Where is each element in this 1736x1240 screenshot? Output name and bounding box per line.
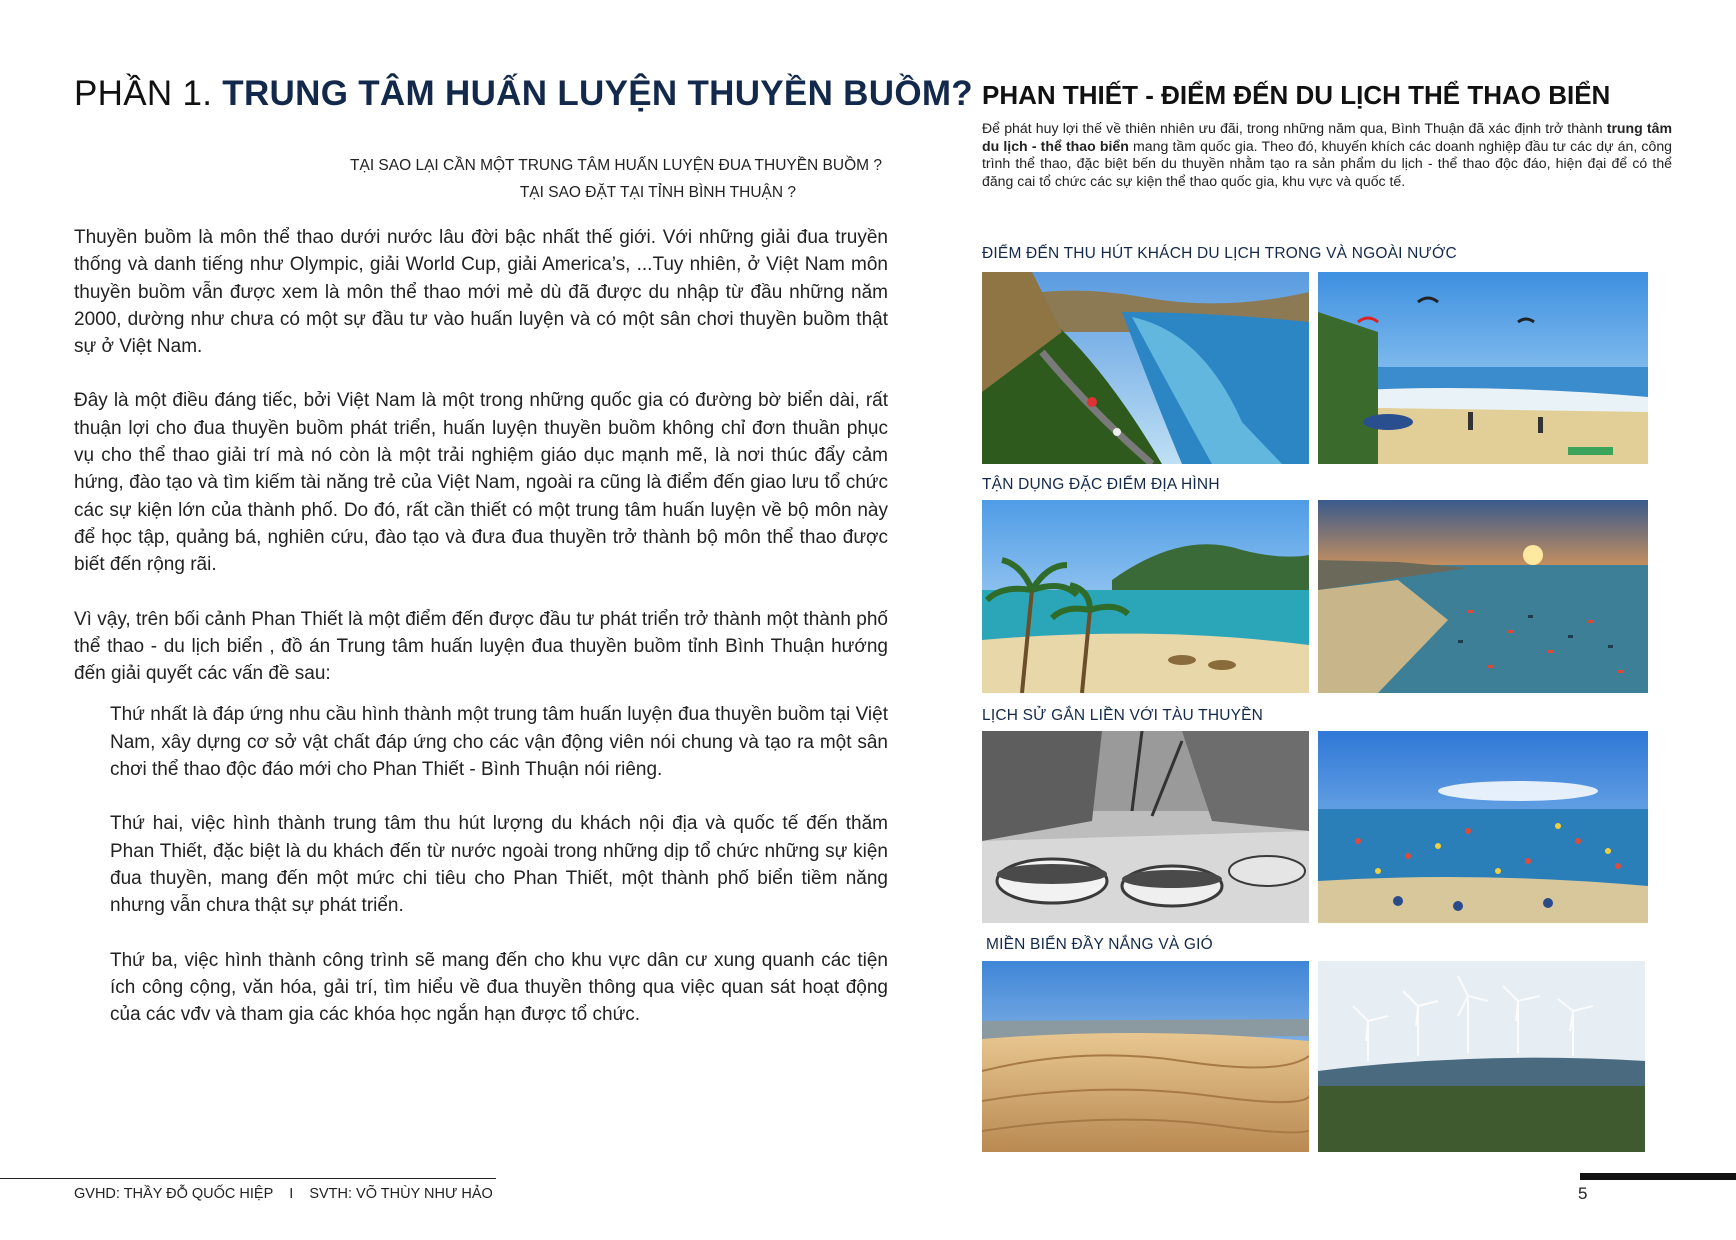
right-intro bbox=[982, 120, 1672, 190]
fishing-boats-bay-image bbox=[1318, 731, 1648, 923]
sand-dunes-image bbox=[982, 961, 1309, 1152]
question-2: TẠI SAO ĐẶT TẠI TỈNH BÌNH THUẬN ? bbox=[519, 184, 796, 201]
footer-svth: SVTH: VÕ THÙY NHƯ HẢO bbox=[309, 1186, 493, 1202]
footer-rule bbox=[0, 1178, 496, 1179]
footer-credits bbox=[74, 1186, 493, 1202]
question-1: TẠI SAO LẠI CẦN MỘT TRUNG TÂM HUẤN LUYỆN ĐUA THUYỀN BUỒM ? bbox=[350, 157, 882, 174]
title-main: TRUNG TÂM HUẤN LUYỆN THUYỀN BUỒM? bbox=[222, 74, 973, 113]
right-title-rest: - ĐIỂM ĐẾN DU LỊCH THỂ THAO BIỂN bbox=[1138, 80, 1611, 110]
paragraph-2: Đây là một điều đáng tiếc, bởi Việt Nam là một trong những quốc gia có đường bờ biển dài, rất thuận lợi cho đua thuyền buồm phát triển, huấn luyện thuyền buồm không chỉ đơn thuần phục vụ cho thể thao giải trí mà nó còn là một trải nghiệm giáo dục mạnh mẽ, là nơi thúc đẩy cảm hứng, đào tạo và tìm kiếm tài năng trẻ của Việt Nam, ngoài ra cũng là điểm đến giao lưu tổ chức các sự kiện lớn của thành phố. Do đó, rất cần thiết có một trung tâm huấn luyện về bộ môn này để học tập, quảng bá, nghiên cứu, đào tạo và đưa đua thuyền trở thành bộ môn thể thao được biết đến rộng rãi. bbox=[74, 390, 888, 576]
point-1: Thứ nhất là đáp ứng nhu cầu hình thành một trung tâm huấn luyện đua thuyền buồm tại Việt Nam, xây dựng cơ sở vật chất đáp ứng cho các vận động viên nói chung và tạo ra một sân chơi thể thao độc đáo mới cho Phan Thiết - Bình Thuận nói riêng. bbox=[110, 704, 888, 781]
footer-gvhd: GVHD: THẦY ĐỖ QUỐC HIỆP bbox=[74, 1186, 274, 1202]
right-title-bold: PHAN THIẾT bbox=[982, 80, 1138, 110]
palm-beach-image bbox=[982, 500, 1309, 693]
title-prefix: PHẦN 1. bbox=[74, 74, 213, 113]
page-title bbox=[74, 70, 973, 118]
paragraph-3: Vì vậy, trên bối cảnh Phan Thiết là một điểm đến được đầu tư phát triển trở thành một thành phố thể thao - du lịch biển , đồ án Trung tâm huấn luyện đua thuyền buồm tỉnh Bình Thuận hướng đến giải quyết các vấn đề sau: bbox=[74, 608, 888, 685]
point-3: Thứ ba, việc hình thành công trình sẽ mang đến cho khu vực dân cư xung quanh các tiện ích công cộng, văn hóa, gải trí, tìm hiểu về đua thuyền thông qua việc quan sát hoạt động của các vđv và tham gia các khóa học ngắn hạn được tổ chức. bbox=[110, 949, 888, 1026]
point-2: Thứ hai, việc hình thành trung tâm thu hút lượng du khách nội địa và quốc tế đến thăm Phan Thiết, đặc biệt là du khách đến từ nước ngoài trong những dịp tổ chức những sự kiện đua thuyền, mang đến một mức chi tiêu cho Phan Thiết, một thành phố biển tiềm năng nhưng vẫn chưa thật sự phát triển. bbox=[110, 813, 888, 917]
body-text bbox=[74, 224, 888, 1028]
section-title-tourism: ĐIỂM ĐẾN THU HÚT KHÁCH DU LỊCH TRONG VÀ NGOÀI NƯỚC bbox=[982, 245, 1457, 262]
footer-page-bar bbox=[1580, 1173, 1736, 1180]
page-number: 5 bbox=[1578, 1184, 1588, 1203]
intro-text-2: mang tầm quốc gia. Theo đó, khuyến khích các doanh nghiệp đầu tư các dự án, công trình thể thao, đặc biệt bến du thuyền nhằm tạo ra sản phẩm du lịch - thể thao độc đáo, hiện đại để có thể đăng cai tổ chức các sự kiện thể thao quốc gia, khu vực và quốc tế. bbox=[982, 137, 1672, 189]
footer-separator: I bbox=[289, 1186, 294, 1202]
sunset-harbor-image bbox=[1318, 500, 1648, 693]
question-block bbox=[74, 152, 888, 206]
section-title-sun-wind: MIỀN BIỂN ĐẦY NẮNG VÀ GIÓ bbox=[986, 936, 1213, 953]
kite-beach-image bbox=[1318, 272, 1648, 464]
coastal-road-image bbox=[982, 272, 1309, 464]
right-title bbox=[982, 76, 1672, 114]
section-title-history: LỊCH SỬ GẮN LIỀN VỚI TÀU THUYỀN bbox=[982, 707, 1264, 724]
intro-text-1: Để phát huy lợi thế về thiên nhiên ưu đãi, trong những năm qua, Bình Thuận đã xác định trở thành bbox=[982, 120, 1607, 136]
basket-boats-bw-image bbox=[982, 731, 1309, 923]
left-column bbox=[74, 70, 973, 1055]
section-title-terrain: TẬN DỤNG ĐẶC ĐIỂM ĐỊA HÌNH bbox=[982, 476, 1220, 493]
right-column bbox=[982, 76, 1672, 190]
intro-bold: trung tâm du lịch - thể thao biển bbox=[982, 120, 1672, 154]
paragraph-1: Thuyền buồm là môn thể thao dưới nước lâu đời bậc nhất thế giới. Với những giải đua truyền thống và danh tiếng như Olympic, giải World Cup, giải America’s, ...Tuy nhiên, ở Việt Nam môn thuyền buồm vẫn được xem là môn thể thao mới mẻ dù đã được du nhập từ đầu những năm 2000, dường như chưa có một sự đầu tư vào huấn luyện và có một sân chơi thuyền buồm thật sự ở Việt Nam. bbox=[74, 227, 888, 358]
wind-turbines-image bbox=[1318, 961, 1645, 1152]
